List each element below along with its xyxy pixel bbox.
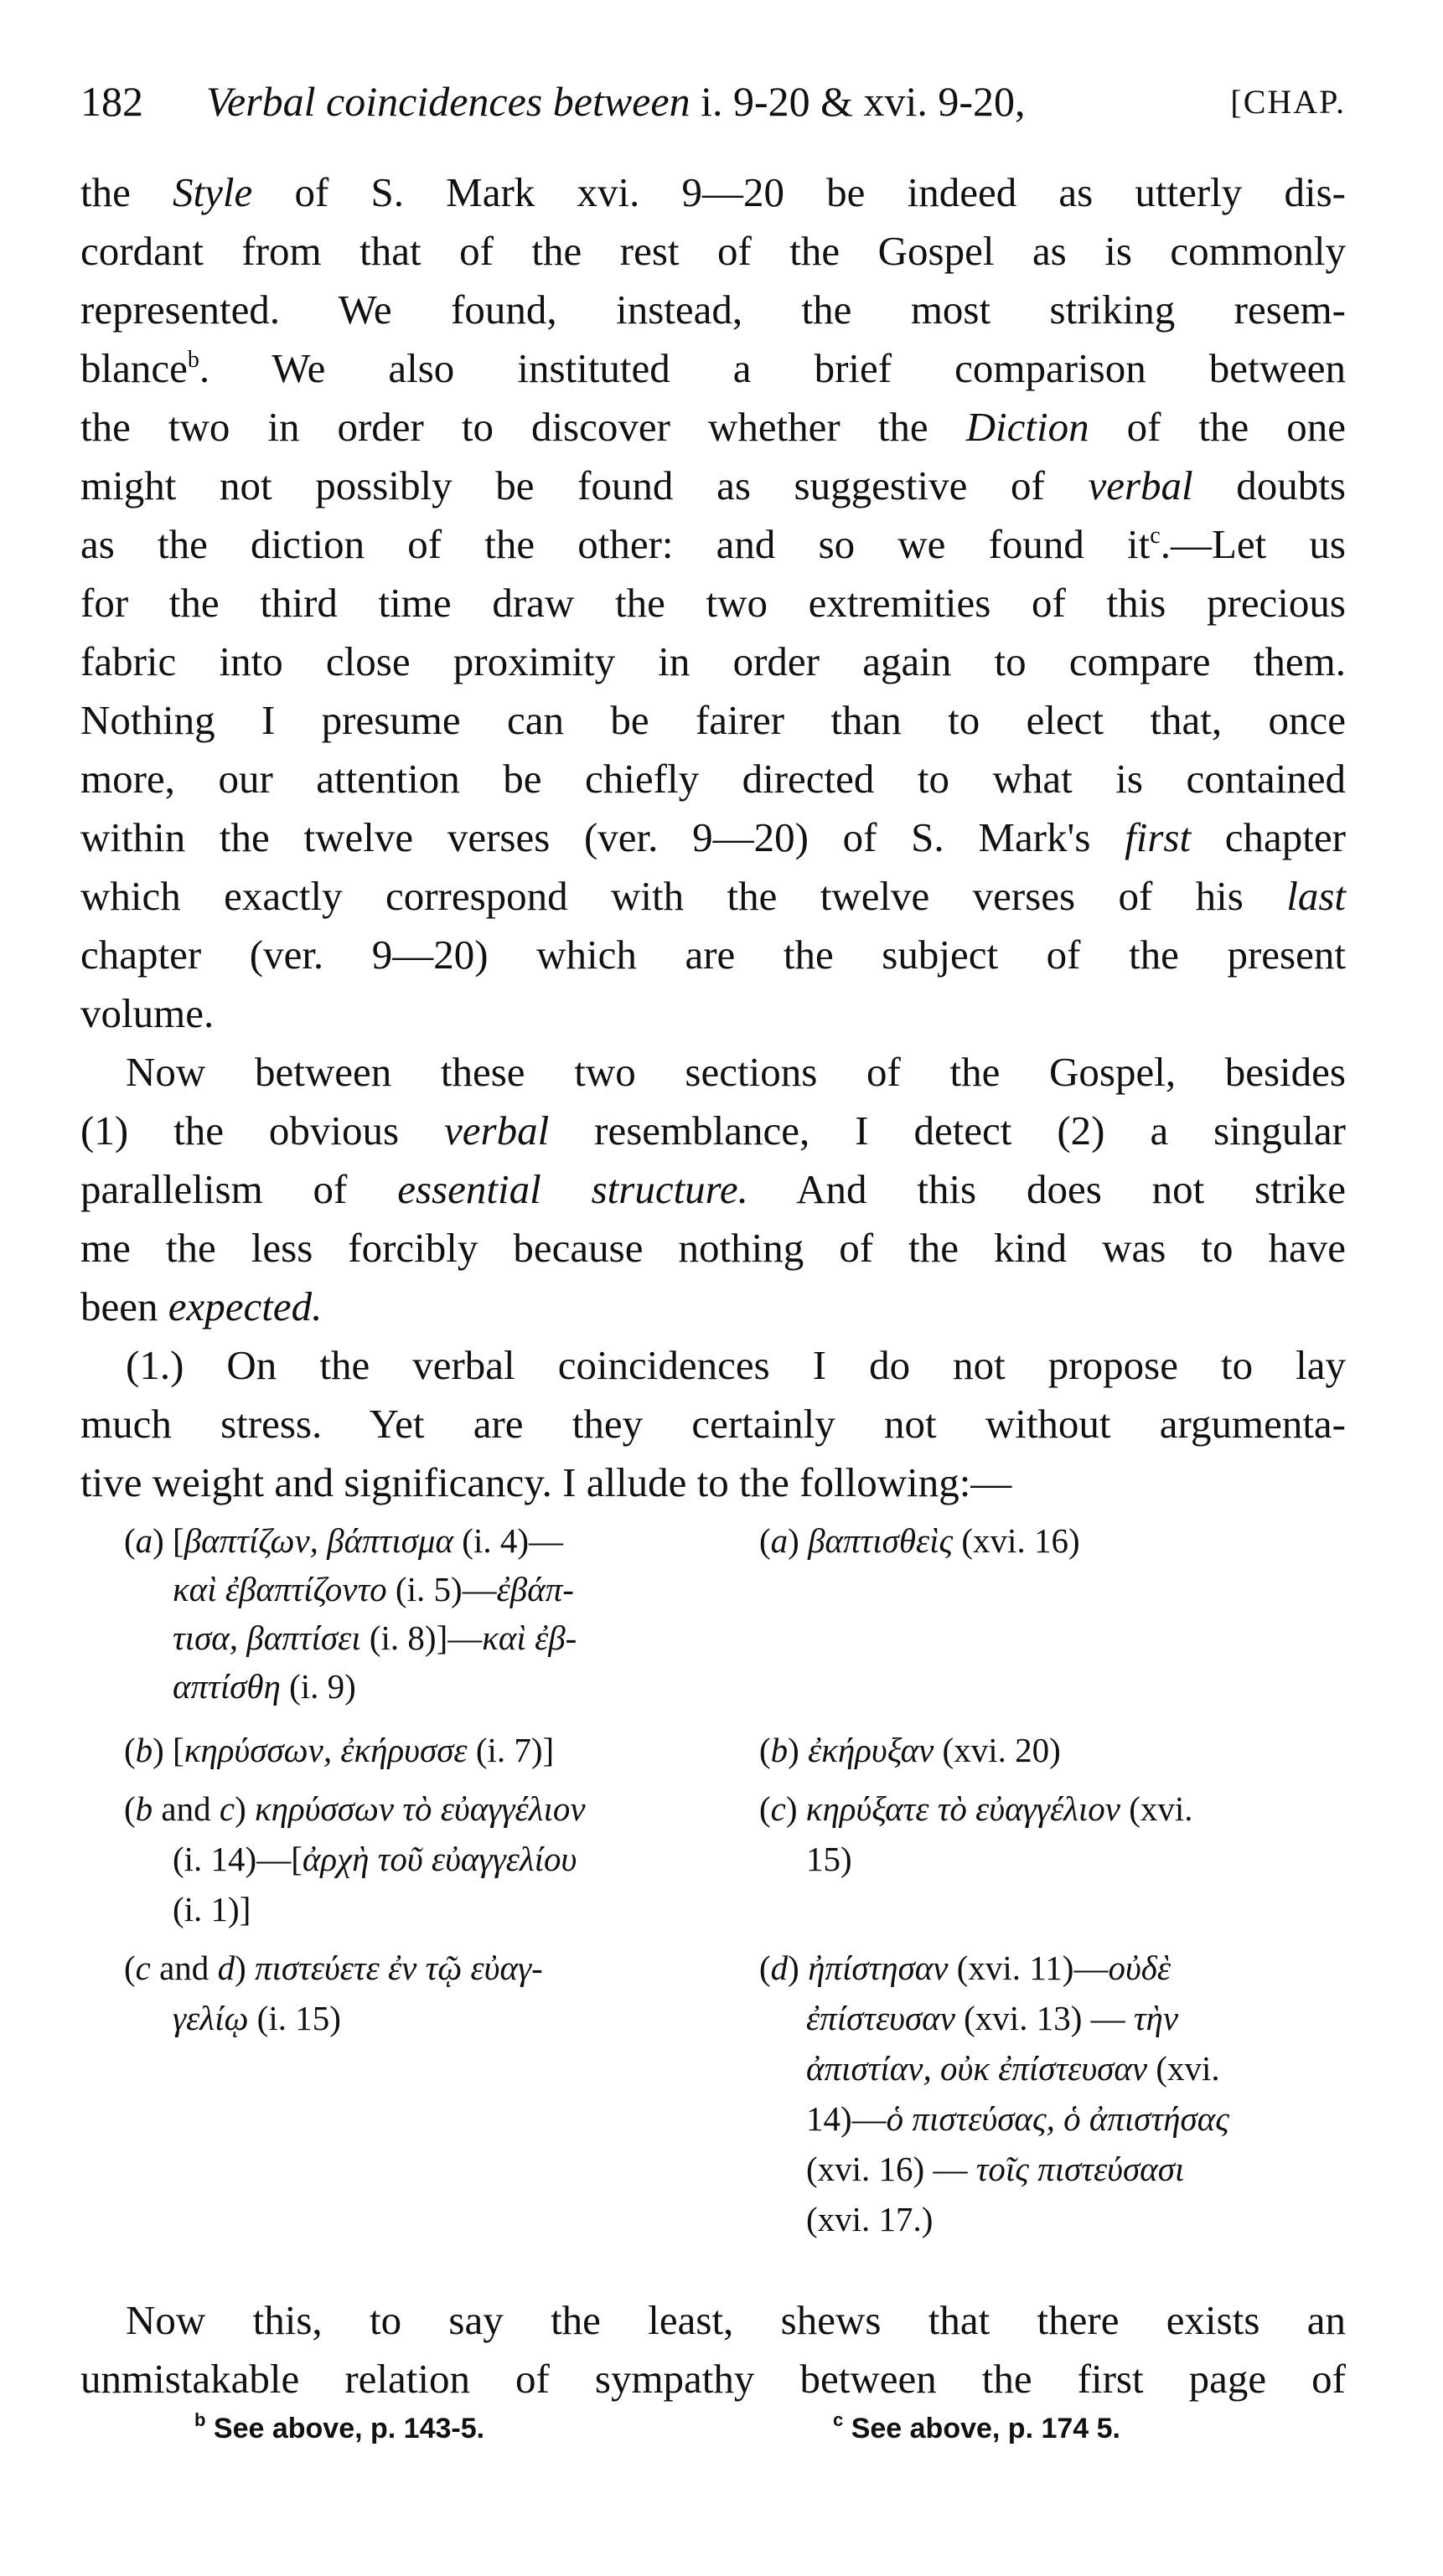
text-run: (: [759, 1731, 771, 1769]
paragraph2-line: [80, 1164, 1346, 1215]
text-run: Now this, to say the least, shews that there exists an: [126, 2297, 1346, 2343]
running-title-rest: i. 9-20 & xvi. 9-20,: [701, 78, 1026, 125]
right-column-line: [806, 1835, 852, 1883]
text-run: resemblance, I detect (2) a singular: [549, 1107, 1346, 1154]
italic-run: ἐπίστευσαν: [806, 1999, 955, 2037]
italic-run: ἀρχὴ τοῦ εὐαγγελίου: [302, 1840, 577, 1878]
left-column-line: [173, 1565, 574, 1613]
text-run: (i. 7)]: [467, 1731, 555, 1769]
footnote-c-text: See above, p. 174 5.: [843, 2413, 1120, 2444]
text-run: (1) the obvious: [80, 1107, 445, 1154]
footnote-c-marker: c: [833, 2409, 844, 2430]
text-run: chapter: [1191, 814, 1346, 860]
paragraph1-line: [80, 871, 1346, 921]
text-run: (xvi. 20): [934, 1731, 1061, 1769]
left-column-line: [173, 1994, 341, 2042]
paragraph4-line: [80, 2354, 1346, 2404]
running-title: [206, 77, 1026, 126]
paragraph1-line: [80, 754, 1346, 804]
italic-run: κηρύσσων τὸ εὐαγγέλιον: [254, 1789, 586, 1828]
text-run: chapter (ver. 9—20) which are the subject of the present: [80, 932, 1346, 978]
paragraph3-line: [80, 1458, 1346, 1508]
paragraph1-line: [80, 519, 1346, 570]
italic-run: οὐδὲ: [1108, 1949, 1171, 1987]
italic-run: verbal: [444, 1107, 550, 1154]
italic-run: b: [770, 1731, 789, 1769]
text-run: of S. Mark xvi. 9—20 be indeed as utterly dis-: [252, 169, 1346, 215]
italic-run: Style: [173, 169, 253, 215]
text-run: (i. 8)]—: [360, 1618, 483, 1657]
right-column-line: [806, 2145, 1184, 2193]
text-run: (1.) On the verbal coincidences I do not propose to lay: [126, 1342, 1346, 1388]
left-column-line: [173, 1613, 577, 1662]
paragraph4-line: [126, 2295, 1346, 2346]
left-column-line: [124, 1516, 563, 1565]
right-column-line: [806, 1994, 1178, 2042]
text-run: (xvi. 17.): [806, 2200, 934, 2238]
text-run: Nothing I presume can be fairer than to elect that, once: [80, 697, 1346, 743]
text-run: which exactly correspond with the twelve verses of his: [80, 873, 1287, 919]
text-run: (xvi.: [1120, 1789, 1193, 1828]
italic-run: ἀπιστίαν, οὐκ ἐπίστευσαν: [806, 2049, 1148, 2088]
text-run: tive weight and significancy. I allude to the following:—: [80, 1459, 1012, 1505]
paragraph1-line: [80, 813, 1346, 863]
italic-run: first: [1125, 814, 1192, 860]
italic-run: κηρύσσων, ἐκήρυσσε: [184, 1731, 468, 1769]
right-column-line: [806, 2195, 933, 2243]
left-column-line: [173, 1662, 356, 1711]
left-column-line: [124, 1944, 543, 1992]
text-run: ): [235, 1789, 255, 1828]
text-run: (xvi. 11)—: [948, 1949, 1109, 1987]
text-run: (i. 14)—[: [173, 1840, 303, 1878]
paragraph2-line: [80, 1223, 1346, 1273]
text-run: blance: [80, 345, 188, 391]
italic-run: βαπτισθεὶς: [808, 1521, 954, 1560]
paragraph1-line: [80, 343, 1346, 394]
text-run: fabric into close proximity in order again to compare them.: [80, 638, 1346, 684]
left-column-line: [124, 1784, 586, 1833]
italic-run: last: [1286, 873, 1346, 919]
paragraph1-line: [80, 637, 1346, 687]
text-run: might not possibly be found as suggestive of: [80, 462, 1089, 508]
italic-run: ἐκήρυξαν: [808, 1731, 934, 1769]
text-run: .—Let us: [1160, 521, 1346, 567]
text-run: ): [788, 1949, 809, 1987]
text-run: And this does not strike: [747, 1166, 1346, 1212]
text-run: (i. 15): [248, 1999, 341, 2037]
text-run: (i. 4)—: [453, 1521, 563, 1560]
footnote-c: [833, 2409, 1120, 2445]
text-run: ) [: [153, 1731, 184, 1769]
text-run: (: [759, 1521, 771, 1560]
text-run: as the diction of the other: and so we found it: [80, 521, 1151, 567]
italic-run: d: [217, 1949, 235, 1987]
text-run: doubts: [1192, 462, 1346, 508]
text-run: (i. 9): [280, 1667, 356, 1706]
text-run: (: [759, 1949, 771, 1987]
text-run: more, our attention be chiefly directed to what is contained: [80, 756, 1346, 802]
italic-run: καὶ ἐβ-: [482, 1618, 577, 1657]
text-run: ): [235, 1949, 255, 1987]
text-run: (xvi.: [1147, 2049, 1220, 2088]
footnote-reference: b: [187, 347, 199, 373]
chapter-marker: [CHAP.: [1230, 83, 1346, 121]
italic-run: βαπτίζων, βάπτισμα: [184, 1521, 454, 1560]
paragraph1-line: [80, 930, 1346, 980]
text-run: ): [788, 1521, 809, 1560]
italic-run: a: [135, 1521, 153, 1560]
left-column-line: [124, 1726, 554, 1774]
paragraph3-line: [126, 1340, 1346, 1391]
footnote-b-text: See above, p. 143-5.: [205, 2413, 485, 2444]
italic-run: c: [770, 1789, 786, 1828]
italic-run: d: [770, 1949, 789, 1987]
text-run: (: [124, 1731, 136, 1769]
text-run: and: [150, 1949, 218, 1987]
text-run: parallelism of: [80, 1166, 398, 1212]
text-run: (: [124, 1521, 136, 1560]
text-run: for the third time draw the two extremities of this precious: [80, 580, 1346, 626]
text-run: (xvi. 16): [953, 1521, 1080, 1560]
text-run: . We also instituted a brief comparison between: [199, 345, 1346, 391]
running-header: [80, 77, 1346, 136]
paragraph1-line: [80, 695, 1346, 746]
text-run: represented. We found, instead, the most striking resem-: [80, 287, 1346, 333]
right-column-line: [759, 1784, 1193, 1833]
italic-run: c: [219, 1789, 235, 1828]
text-run: ): [788, 1731, 809, 1769]
italic-run: τισα, βαπτίσει: [173, 1618, 361, 1657]
text-run: been: [80, 1283, 168, 1329]
italic-run: απτίσθη: [173, 1667, 281, 1706]
text-run: (: [124, 1789, 136, 1828]
text-run: (xvi. 16) —: [806, 2150, 976, 2188]
paragraph2-line: [80, 1282, 1346, 1332]
paragraph1-line: [80, 285, 1346, 335]
paragraph2-line: [80, 1106, 1346, 1156]
italic-run: b: [135, 1789, 153, 1828]
italic-run: ὁ πιστεύσας, ὁ ἀπιστήσας: [886, 2099, 1229, 2138]
text-run: (i. 1)]: [173, 1890, 251, 1928]
footnote-reference: c: [1150, 523, 1161, 549]
paragraph1-line: [80, 168, 1346, 218]
text-run: the: [80, 169, 173, 215]
text-run: the two in order to discover whether the: [80, 404, 966, 450]
italic-run: τοῖς πιστεύσασι: [975, 2150, 1185, 2188]
text-run: ): [785, 1789, 806, 1828]
footnote-b: [194, 2409, 485, 2445]
left-column-line: [173, 1835, 577, 1883]
running-title-italic: Verbal coincidences between: [206, 78, 690, 125]
italic-run: a: [770, 1521, 789, 1560]
text-run: 14)—: [806, 2099, 887, 2138]
text-run: much stress. Yet are they certainly not without argumenta-: [80, 1401, 1346, 1447]
italic-run: καὶ ἐβαπτίζοντο: [173, 1570, 387, 1608]
paragraph3-line: [80, 1399, 1346, 1449]
text-run: volume.: [80, 990, 215, 1036]
italic-run: verbal: [1088, 462, 1193, 508]
right-column-line: [806, 2094, 1229, 2143]
text-run: 15): [806, 1840, 852, 1878]
right-column-line: [806, 2044, 1220, 2093]
paragraph1-line: [80, 578, 1346, 628]
text-run: ) [: [153, 1521, 184, 1560]
italic-run: expected.: [168, 1283, 323, 1329]
right-column-line: [759, 1726, 1061, 1774]
text-run: (xvi. 13) —: [954, 1999, 1134, 2037]
text-run: (: [124, 1949, 136, 1987]
text-run: me the less forcibly because nothing of the kind was to have: [80, 1225, 1346, 1271]
paragraph1-line: [80, 226, 1346, 276]
italic-run: ἐβάπ-: [496, 1570, 574, 1608]
text-run: within the twelve verses (ver. 9—20) of S. Mark's: [80, 814, 1125, 860]
italic-run: ἠπίστησαν: [808, 1949, 949, 1987]
italic-run: essential structure.: [397, 1166, 748, 1212]
text-run: unmistakable relation of sympathy between the first page of: [80, 2356, 1346, 2402]
paragraph1-line: [80, 989, 1346, 1039]
paragraph1-line: [80, 461, 1346, 511]
italic-run: πιστεύετε ἐν τῷ εὐαγ-: [254, 1949, 543, 1987]
footnote-b-marker: b: [194, 2409, 206, 2430]
text-run: of the one: [1089, 404, 1346, 450]
left-column-line: [173, 1885, 251, 1933]
text-run: and: [153, 1789, 220, 1828]
right-column-line: [759, 1516, 1080, 1565]
text-run: cordant from that of the rest of the Gospel as is commonly: [80, 228, 1346, 274]
right-column-line: [759, 1944, 1171, 1992]
italic-run: Diction: [965, 404, 1089, 450]
italic-run: γελίῳ: [173, 1999, 249, 2037]
italic-run: b: [135, 1731, 153, 1769]
paragraph2-line: [126, 1047, 1346, 1097]
page-number: 182: [80, 78, 143, 125]
italic-run: τὴν: [1133, 1999, 1179, 2037]
text-run: Now between these two sections of the Gospel, besides: [126, 1049, 1346, 1095]
paragraph1-line: [80, 402, 1346, 452]
italic-run: κηρύξατε τὸ εὐαγγέλιον: [805, 1789, 1120, 1828]
italic-run: c: [135, 1949, 151, 1987]
text-run: (i. 5)—: [386, 1570, 497, 1608]
text-run: (: [759, 1789, 771, 1828]
